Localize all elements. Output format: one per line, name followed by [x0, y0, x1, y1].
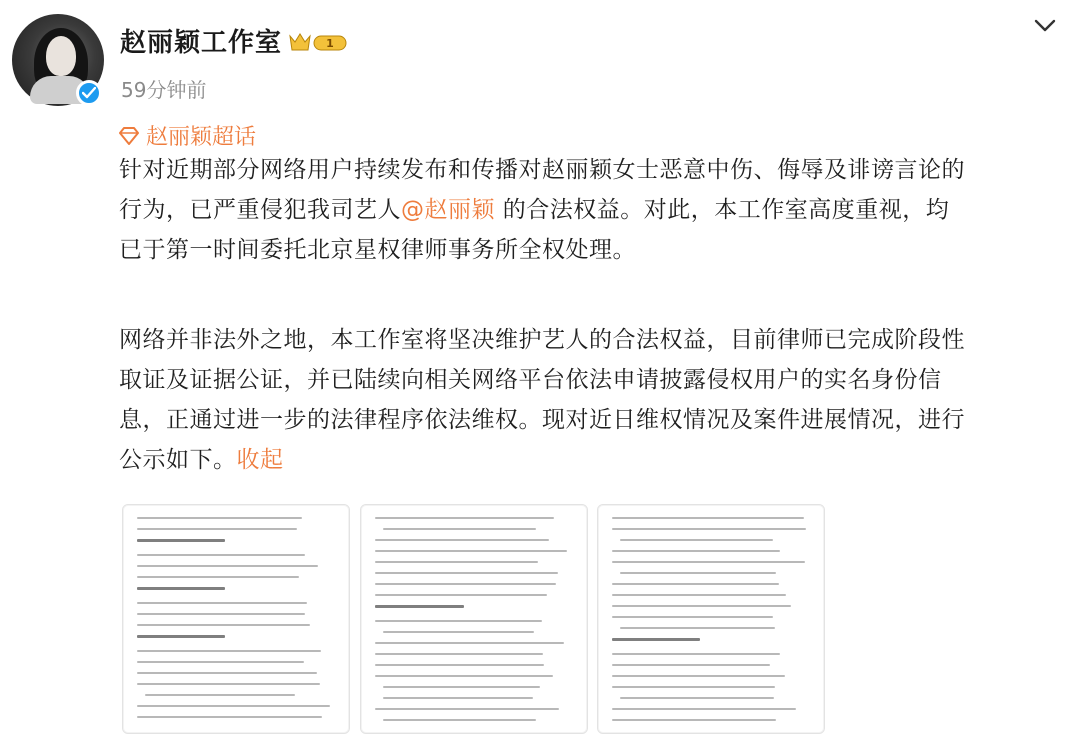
document-text-line: [137, 554, 305, 556]
document-text-line: [383, 631, 534, 633]
document-thumbnail[interactable]: [122, 504, 350, 734]
document-text-line: [620, 627, 775, 629]
super-topic-link[interactable]: [118, 120, 256, 151]
document-text-line: [375, 664, 544, 666]
document-text-line: [137, 565, 318, 567]
document-text-line: [375, 708, 559, 710]
super-topic-icon: [118, 126, 140, 146]
document-text-line: [612, 550, 780, 552]
document-text-line: [375, 550, 567, 552]
document-text-line: [375, 517, 554, 519]
post-line: [119, 440, 1069, 480]
document-text-line: [137, 672, 317, 674]
document-text-line: [612, 517, 804, 519]
avatar-face: [46, 36, 76, 76]
document-text-line: [620, 539, 773, 541]
document-text-line: [375, 675, 553, 677]
post-text: 行为，已严重侵犯我司艺人: [119, 197, 401, 223]
post-text: 的合法权益。对此，本工作室高度重视，均: [495, 197, 950, 223]
document-text-line: [375, 594, 547, 596]
timestamp: 59分钟前: [121, 78, 207, 102]
document-text-line: [137, 528, 297, 530]
post-paragraph-2: [119, 320, 1069, 480]
document-text-line: [375, 561, 538, 563]
document-text-line: [612, 605, 791, 607]
document-text-line: [137, 683, 320, 685]
document-text-line: [137, 576, 299, 578]
document-text-line: [145, 694, 295, 696]
document-thumbnail[interactable]: [597, 504, 825, 734]
document-text-line: [137, 661, 304, 663]
document-text-line: [612, 664, 770, 666]
document-text-line: [612, 675, 785, 677]
post-paragraph-1: [119, 150, 1069, 270]
mention-link[interactable]: @赵丽颖: [401, 197, 495, 223]
document-text-line: [383, 697, 533, 699]
document-text-line: [137, 650, 321, 652]
document-text-line: [137, 705, 330, 707]
document-text-line: [375, 653, 543, 655]
document-text-line: [137, 517, 302, 519]
document-text-line: [612, 653, 780, 655]
document-text-line: [137, 613, 305, 615]
super-topic-label: 赵丽颖超话: [146, 125, 257, 150]
document-text-line: [137, 539, 225, 542]
document-text-line: [612, 561, 805, 563]
document-text-line: [383, 528, 536, 530]
document-text-line: [137, 716, 322, 718]
document-text-line: [612, 686, 775, 688]
document-text-line: [375, 572, 558, 574]
document-text-line: [137, 635, 225, 638]
document-text-line: [375, 620, 542, 622]
post-line: 针对近期部分网络用户持续发布和传播对赵丽颖女士恶意中伤、侮辱及诽谤言论的: [119, 157, 965, 183]
post-text: 公示如下。: [119, 447, 237, 473]
username[interactable]: 赵丽颖工作室: [120, 28, 283, 58]
document-text-line: [137, 602, 307, 604]
collapse-link[interactable]: 收起: [236, 447, 284, 473]
document-text-line: [612, 594, 786, 596]
document-text-line: [612, 708, 796, 710]
document-thumbnail[interactable]: [360, 504, 588, 734]
document-text-line: [612, 583, 779, 585]
post-line: 取证及证据公证，并已陆续向相关网络平台依法申请披露侵权用户的实名身份信: [119, 367, 942, 393]
document-text-line: [612, 638, 700, 641]
document-text-line: [620, 572, 776, 574]
svg-text:1: 1: [326, 37, 334, 50]
document-text-line: [620, 697, 774, 699]
document-text-line: [375, 583, 556, 585]
document-text-line: [612, 719, 776, 721]
post-line: 已于第一时间委托北京星权律师事务所全权处理。: [119, 237, 636, 263]
document-text-line: [383, 686, 540, 688]
document-text-line: [612, 528, 806, 530]
post-line: [119, 190, 1069, 230]
document-text-line: [375, 642, 564, 644]
post-line: 息，正通过进一步的法律程序依法维权。现对近日维权情况及案件进展情况，进行: [119, 407, 965, 433]
document-text-line: [375, 539, 549, 541]
document-text-line: [612, 616, 773, 618]
document-text-line: [137, 587, 225, 590]
document-text-line: [383, 719, 536, 721]
post-line: 网络并非法外之地，本工作室将坚决维护艺人的合法权益，目前律师已完成阶段性: [119, 327, 965, 353]
document-text-line: [137, 624, 310, 626]
document-text-line: [375, 605, 464, 608]
verified-icon: [76, 80, 102, 106]
chevron-down-icon[interactable]: [1032, 12, 1058, 38]
vip-badge-icon[interactable]: [286, 30, 350, 56]
